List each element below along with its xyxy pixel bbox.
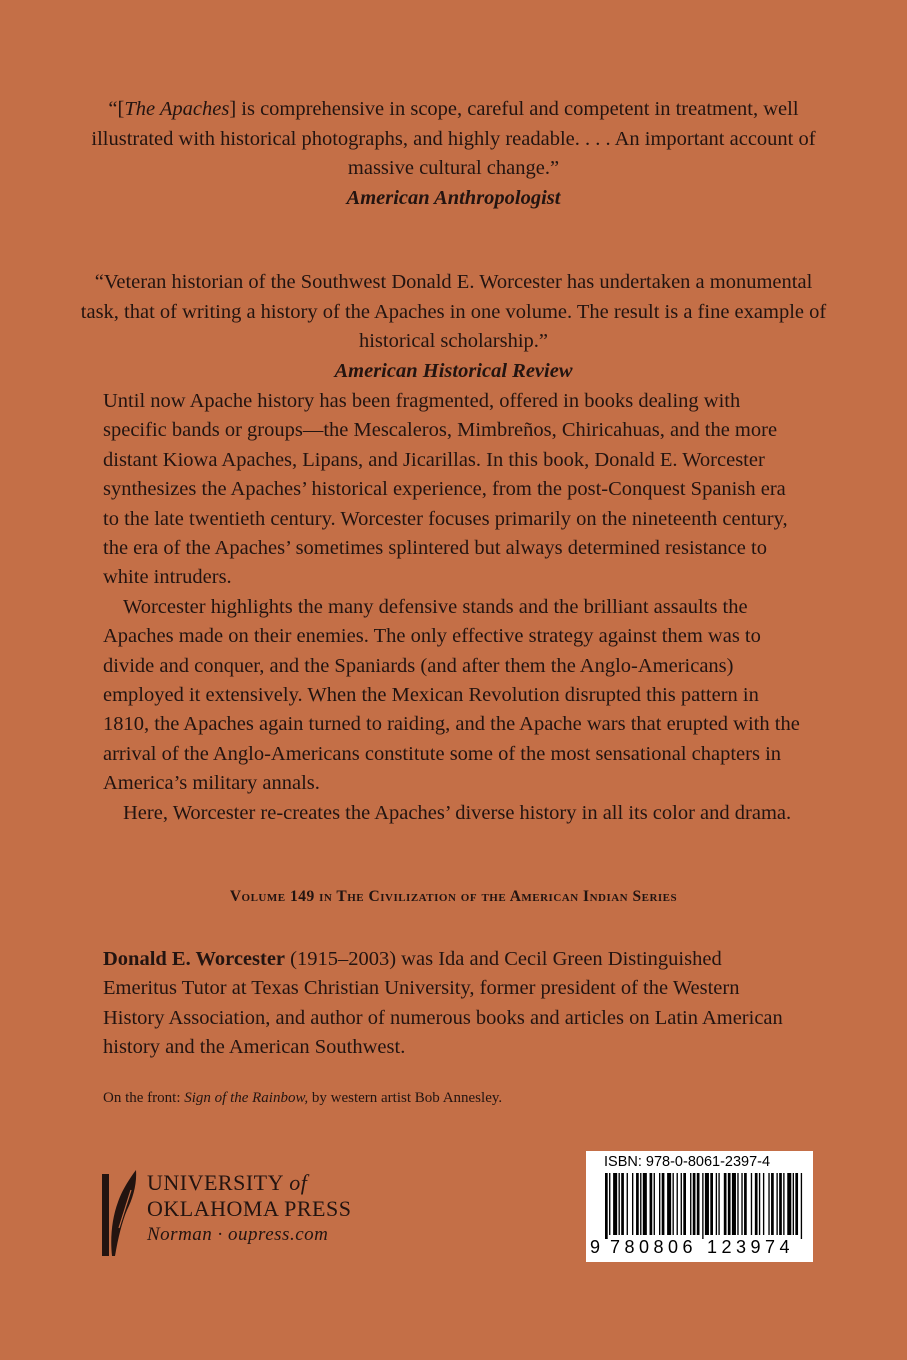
- barcode-bar: [632, 1173, 633, 1235]
- barcode-bar: [801, 1173, 802, 1239]
- barcode-bar: [697, 1173, 700, 1235]
- credit-rest: by western artist Bob Annesley.: [308, 1090, 503, 1106]
- barcode-bar: [643, 1173, 647, 1235]
- artwork-title: Sign of the Rainbow,: [184, 1090, 309, 1106]
- author-bio: [103, 945, 793, 1063]
- barcode-bar: [768, 1173, 769, 1235]
- quote-open: “[: [108, 98, 125, 120]
- barcode-bar: [728, 1173, 731, 1235]
- quote-text: “Veteran historian of the Southwest Donald E. Worcester has undertaken a monumental task, that of writing a history of the Apaches in one volume. The result is a fine example of historical scholarship.”: [80, 271, 827, 352]
- barcode-bar: [621, 1173, 624, 1235]
- barcode-bar: [741, 1173, 742, 1235]
- publisher-location: Norman · oupress.com: [147, 1224, 329, 1245]
- barcode-bar: [732, 1173, 736, 1235]
- barcode-bar: [744, 1173, 747, 1235]
- quote-text: ] is comprehensive in scope, careful and competent in treatment, well illustrated with historical photographs, and highly readable. . . . An important account of massive cultural change.”: [91, 98, 816, 179]
- barcode-bar: [776, 1173, 777, 1235]
- barcode-bar: [619, 1173, 620, 1235]
- barcode-bar: [705, 1173, 709, 1235]
- barcode-bar: [759, 1173, 760, 1235]
- barcode-digits-right: 123974: [707, 1237, 795, 1257]
- barcode-bars: [591, 1173, 808, 1239]
- barcode-bar: [787, 1173, 791, 1235]
- barcode-bar: [654, 1173, 655, 1235]
- publisher-name: [147, 1170, 351, 1248]
- barcode-bar: [783, 1173, 784, 1235]
- barcode-bar: [650, 1173, 653, 1235]
- barcode-bar: [609, 1173, 610, 1235]
- barcode-bar: [690, 1173, 691, 1235]
- publisher-line1: UNIVERSITY: [147, 1170, 284, 1195]
- barcode-bar: [659, 1173, 660, 1235]
- barcode-bar: [755, 1173, 758, 1235]
- publisher-logo: [100, 1168, 400, 1268]
- author-bio-text: (1915–2003) was Ida and Cecil Green Distinguished Emeritus Tutor at Texas Christian University, former president of the Western History Association, and author of numerous books and articles on Latin American history and the American Southwest.: [103, 948, 783, 1059]
- description-paragraph: Until now Apache history has been fragmented, offered in books dealing with specific bands or groups—the Mescaleros, Mimbreños, Chiricahuas, and the more distant Kiowa Apaches, Lipans, and Jicarillas. In this book, Donald E. Worcester synthesizes the Apaches’ historical experience, from the post-Conquest Spanish era to the late twentieth century. Worcester focuses primarily on the nineteenth century, the era of the Apaches’ sometimes splintered but always determined resistance to white intruders.: [103, 390, 788, 589]
- quote-source: American Historical Review: [334, 359, 573, 382]
- barcode-bar: [710, 1173, 713, 1235]
- barcode-bar: [693, 1173, 696, 1235]
- barcode-bar: [673, 1173, 674, 1235]
- barcode-digits-left: 780806: [610, 1237, 698, 1257]
- isbn-barcode: [586, 1151, 813, 1262]
- quote-source: American Anthropologist: [346, 186, 561, 209]
- barcode-bar: [793, 1173, 794, 1235]
- barcode-bar: [681, 1173, 682, 1235]
- quote-american-historical-review: [80, 268, 827, 386]
- barcode-bar: [640, 1173, 641, 1235]
- barcode-bar: [737, 1173, 738, 1235]
- credit-prefix: On the front:: [103, 1090, 185, 1106]
- barcode-bar: [683, 1173, 686, 1235]
- book-description: [103, 387, 803, 828]
- barcode-digit-first: 9: [590, 1237, 601, 1257]
- barcode-bar: [779, 1173, 782, 1235]
- barcode-bar: [667, 1173, 671, 1235]
- barcode-bar: [795, 1173, 798, 1235]
- barcode-bar: [636, 1173, 639, 1235]
- cover-art-credit: [103, 1090, 502, 1107]
- barcode-bar: [751, 1173, 752, 1235]
- quote-american-anthropologist: [80, 95, 827, 213]
- barcode-bar: [716, 1173, 717, 1235]
- barcode-bar: [605, 1173, 608, 1239]
- barcode-bar: [702, 1173, 703, 1239]
- publisher-line2: OKLAHOMA PRESS: [147, 1196, 352, 1221]
- description-paragraph: Here, Worcester re-creates the Apaches’ diverse history in all its color and drama.: [123, 801, 792, 824]
- series-line: Volume 149 in The Civilization of the American Indian Series: [229, 888, 678, 905]
- barcode-bar: [662, 1173, 665, 1235]
- publisher-line1-of: of: [289, 1170, 308, 1195]
- quill-icon: [100, 1168, 140, 1260]
- barcode-bar: [627, 1173, 628, 1235]
- author-name: Donald E. Worcester: [103, 948, 286, 970]
- barcode-bar: [771, 1173, 774, 1235]
- description-paragraph: Worcester highlights the many defensive stands and the brilliant assaults the Apaches made on their enemies. The only effective strategy against them was to divide and conquer, and the Spaniards (and after them the Anglo-Americans) employed it extensively. When the Mexican Revolution disrupted this pattern in 1810, the Apaches again turned to raiding, and the Apache wars that erupted with the arrival of the Anglo-Americans constitute some of the most sensational chapters in America’s military annals.: [103, 595, 800, 795]
- quote-book-title: The Apaches: [124, 98, 230, 120]
- barcode-bar: [677, 1173, 678, 1235]
- barcode-bar: [763, 1173, 764, 1235]
- barcode-bar: [724, 1173, 727, 1235]
- isbn-label: ISBN: 978-0-8061-2397-4: [604, 1154, 771, 1170]
- barcode-bar: [613, 1173, 617, 1235]
- barcode-bar: [718, 1173, 719, 1235]
